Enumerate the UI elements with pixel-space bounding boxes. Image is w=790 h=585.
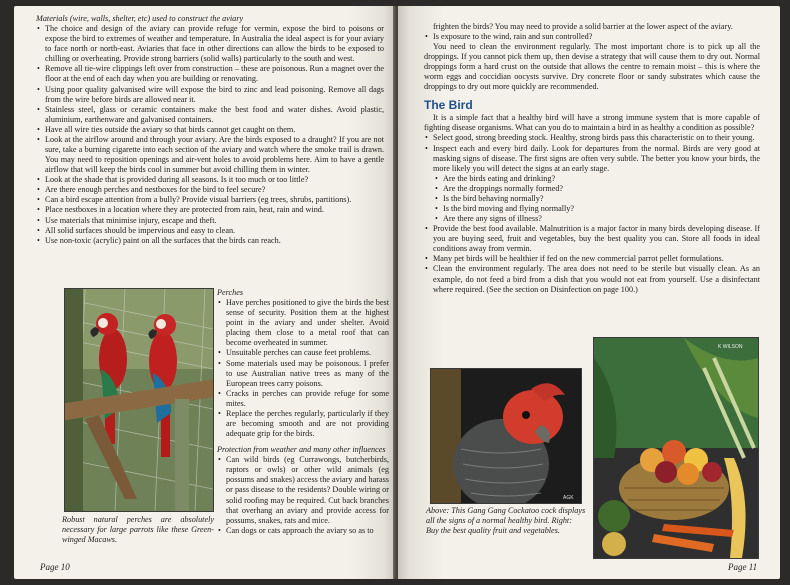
bird-list-b [424,224,760,295]
list-item: • Look at the shade that is provided during all seasons. Is it too much or too little? [45,175,384,185]
list-item: • Have all wire ties outside the aviary so that birds cannot get caught on them. [45,125,384,135]
list-item: • Using poor quality galvanised wire will expose the bird to zinc and lead poisoning. Remove all dags from the wire before birds are allowed near it. [45,85,384,105]
materials-list [36,24,384,246]
list-item: • The choice and design of the aviary can provide refuge for vermin, expose the bird to poisons or expose the bird to extremes of weather and temperature. In Australia the ideal aspect is for your aviary to face north or north-east. Aviaries that face in other directions can allow the birds to be exposed to chilling or overheating. Provide strong barriers (solid walls) particularly to the south and west. [45,24,384,64]
list-item: • All solid surfaces should be impervious and easy to clean. [45,226,384,236]
protection-list [217,455,389,536]
list-item: • Is exposure to the wind, rain and sun controlled? [433,32,760,42]
list-item: • Look at the airflow around and through your aviary. Are the birds exposed to a draught? If you are not sure, take a burning cigarette into each section of the aviary and watch where the smoke trail is drawn. You may need to reposition openings and air-vent holes to avoid problems here. Aim to have a gentle airflow that will keep the birds cool in summer but avoid chilling them in winter. [45,135,384,175]
list-item: • Remove all tie-wire clippings left over from construction – these are poisonous. Run a magnet over the floor at the end of each day when you are building or renovating. [45,64,384,84]
list-item: • Can wild birds (eg Currawongs, butcherbirds, raptors or owls) or other wild animals (eg possums and snakes) access the aviary and harass or pass disease to the residents? Double wiring or solid roofing may be required. Cut back branches that overhang an aviary and provide access for possums, snakes, rats and mice. [226,455,389,526]
list-item: • Select good, strong breeding stock. Healthy, strong birds pass this characteristic on to their young. [433,133,760,143]
bird-list-a [424,133,760,224]
list-item: • Have perches positioned to give the birds the best sense of security. Position them at the highest point in the aviary and under shelter. Avoid placing them close to a metal roof that can become overheated in summer. [226,298,389,348]
fruit-vegetables-photo [593,337,759,559]
list-item: • Can dogs or cats approach the aviary so as to [226,526,389,536]
perches-heading: Perches [217,288,244,297]
list-item: • Are the birds eating and drinking? [443,174,760,184]
macaws-caption: Robust natural perches are absolutely necessary for large parrots like these Green-winged Macaws. [62,515,214,544]
fruit-vegetables-illustration [594,338,758,558]
list-item: • Are there enough perches and nestboxes for the bird to feel secure? [45,185,384,195]
materials-heading: Materials (wire, walls, shelter, etc) used to construct the aviary [36,14,244,23]
macaws-photo [64,288,214,512]
right-text-column [424,22,760,295]
photo-credit-k-wilson: K WILSON [718,344,743,350]
cockatoo-illustration [431,369,581,503]
perches-column [217,288,389,536]
continuation-text: frighten the birds? You may need to provide a solid barrier at the lower aspect of the aviary. [433,22,733,31]
list-item: • Many pet birds will be healthier if fed on the new commercial parrot pellet formulations. [433,254,760,264]
macaws-illustration [65,289,213,511]
exposure-list [424,32,760,42]
list-item: • Some materials used may be poisonous. I prefer to use Australian native trees as many of the European trees carry poisons. [226,359,389,389]
list-item: • Can a bird escape attention from a bully? Provide visual barriers (eg trees, shrubs, partitions). [45,195,384,205]
list-item: • Place nestboxes in a location where they are protected from rain, heat, rain and wind. [45,205,384,215]
list-item: • Is the bird behaving normally? [443,194,760,204]
photos-caption: Above: This Gang Gang Cockatoo cock displays all the signs of a normal healthy bird. Right: Buy the best quality fruit and vegetables. [426,506,586,535]
left-text-column [36,14,384,246]
clean-paragraph: You need to clean the environment regularly. The most important chore is to pick up all the droppings. If you cannot pick them up, then devise a strategy that will cause them to dry out. Normal droppings form a hard crust on the outside that allows the centre to remain moist – this is where the worm eggs and coccidian oocysts survive. Dry concrete floor or sandy substrates which cause the droppings to dry out more quickly are recommended. [424,42,760,92]
list-item: • Is the bird moving and flying normally? [443,204,760,214]
signs-checklist [433,174,760,224]
list-item [433,144,760,225]
page-number-left: Page 10 [40,562,70,572]
photo-credit-agk: AGK [563,495,574,501]
list-item: • Clean the environment regularly. The area does not need to be sterile but visually clean. As an example, do not feed a bird from a dish that you would not eat from yourself. Use a disinfectant where required. (See the section on Disinfection on page 100.) [433,264,760,294]
list-item: • Stainless steel, glass or ceramic containers make the best food and water dishes. Avoid plastic, aluminium, earthenware and galvanised containers. [45,105,384,125]
list-item: • Unsuitable perches can cause feet problems. [226,348,389,358]
page-number-right: Page 11 [728,562,758,572]
list-item: • Use materials that minimise injury, escape and theft. [45,216,384,226]
left-page [14,6,396,579]
list-item: • Cracks in perches can provide refuge for some mites. [226,389,389,409]
the-bird-heading: The Bird [424,97,473,112]
inspect-text: Inspect each and every bird daily. Look for departures from the normal. Birds are very good at masking signs of disease. The first signs are often very subtle. The better you know your birds, the more likely you will detect the signs at an early stage. [433,143,760,173]
list-item: • Are the droppings normally formed? [443,184,760,194]
protection-heading: Protection from weather and many other influences [217,445,386,455]
cockatoo-photo [430,368,582,504]
list-item: • Use non-toxic (acrylic) paint on all the surfaces that the birds can reach. [45,236,384,246]
list-item: • Provide the best food available. Malnutrition is a major factor in many birds developing disease. If you are buying seed, fruit and vegetables, buy the best quality you can. Store all foods in ideal conditions away from vermin. [433,224,760,254]
right-page [398,6,780,579]
list-item: • Are there any signs of illness? [443,214,760,224]
bird-intro: It is a simple fact that a healthy bird will have a strong immune system that is more capable of fighting disease organisms. What can you do to maintain a bird in as healthy a condition as possible? [424,113,760,133]
list-item: • Replace the perches regularly, particularly if they are becoming smooth and are not providing adequate grip for the birds. [226,409,389,439]
perches-list [217,298,389,439]
